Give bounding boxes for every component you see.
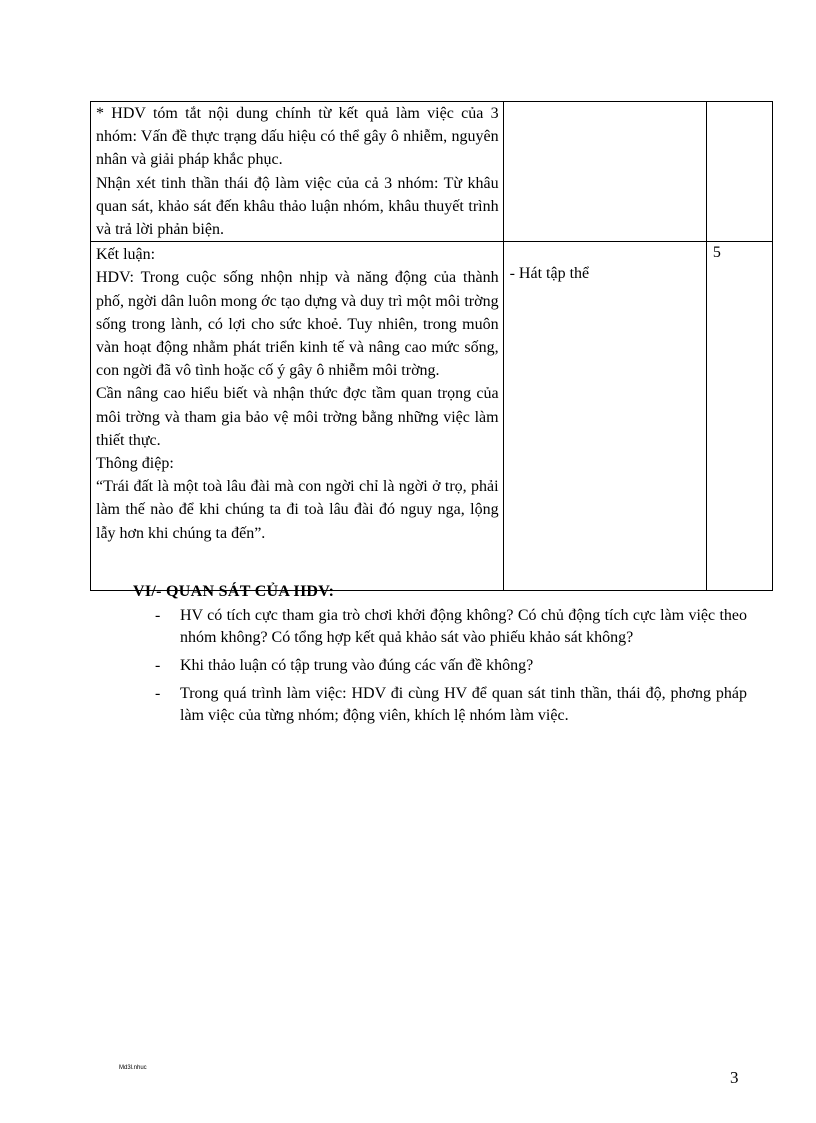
assessment-paragraph: Nhận xét tinh thần thái độ làm việc của cả 3 nhóm: Từ khâu quan sát, khảo sát đến khâu thảo luận nhóm, khâu thuyết trình và trả lời phản biện. [96, 174, 499, 239]
list-item [155, 655, 747, 677]
list-item [155, 605, 747, 649]
table-row [91, 242, 773, 591]
list-item-text: Trong quá trình làm việc: HDV đi cùng HV để quan sát tinh thần, thái độ, phơng pháp làm việc của từng nhóm; động viên, khích lệ nhóm làm việc. [180, 685, 747, 724]
table-row [91, 102, 773, 242]
minutes-value: 5 [712, 244, 721, 262]
activity-table [90, 101, 773, 591]
content-cell [91, 102, 504, 242]
dash-bullet: - [155, 657, 161, 674]
activity-cell [503, 102, 706, 242]
list-item-text: HV có tích cực tham gia trò chơi khởi động không? Có chủ động tích cực làm việc theo nhóm không? Có tổng hợp kết quả khảo sát vào phiếu khảo sát không? [180, 607, 747, 646]
dash-bullet: - [155, 685, 161, 702]
section-heading: VI/- QUAN SÁT CỦA HDV: [133, 583, 335, 600]
content-cell [91, 242, 504, 591]
dash-bullet: - [155, 607, 161, 624]
conclusion-paragraph: HDV: Trong cuộc sống nhộn nhịp và năng động của thành phố, ngời dân luôn mong ớc tạo dựng và duy trì một môi trờng sống trong lành, có lợi cho sức khoẻ. Tuy nhiên, trong muôn vàn hoạt động nhằm phát triển kinh tế và nâng cao mức sống, con ngời đã vô tình hoặc cố ý gây ô nhiễm môi trờng. [96, 269, 499, 380]
activity-label: - Hát tập thể [509, 265, 590, 283]
list-item-text: Khi thảo luận có tập trung vào đúng các vấn đề không? [180, 657, 534, 674]
minutes-cell [706, 102, 772, 242]
list-item [155, 683, 747, 727]
footer-note: Md3l.nhuc [119, 1065, 147, 1071]
activity-cell [503, 242, 706, 591]
conclusion-heading: Kết luận: [96, 246, 156, 264]
awareness-paragraph: Cần nâng cao hiểu biết và nhận thức đợc tầm quan trọng của môi trờng và tham gia bảo vệ môi trờng bằng những việc làm thiết thực. [96, 385, 499, 449]
observation-list [155, 605, 747, 733]
summary-paragraph: * HDV tóm tắt nội dung chính từ kết quả làm việc của 3 nhóm: Vấn đề thực trạng dấu hiệu có thể gây ô nhiễm, nguyên nhân và giải pháp khắc phục. [96, 105, 499, 169]
message-quote: “Trái đất là một toà lâu đài mà con ngời chỉ là ngời ở trọ, phải làm thế nào để khi chúng ta đi toà lâu đài đó nguy nga, lộng lẫy hơn khi chúng ta đến”. [96, 478, 499, 542]
message-heading: Thông điệp: [96, 455, 174, 473]
page-number: 3 [730, 1068, 739, 1087]
minutes-cell [706, 242, 772, 591]
